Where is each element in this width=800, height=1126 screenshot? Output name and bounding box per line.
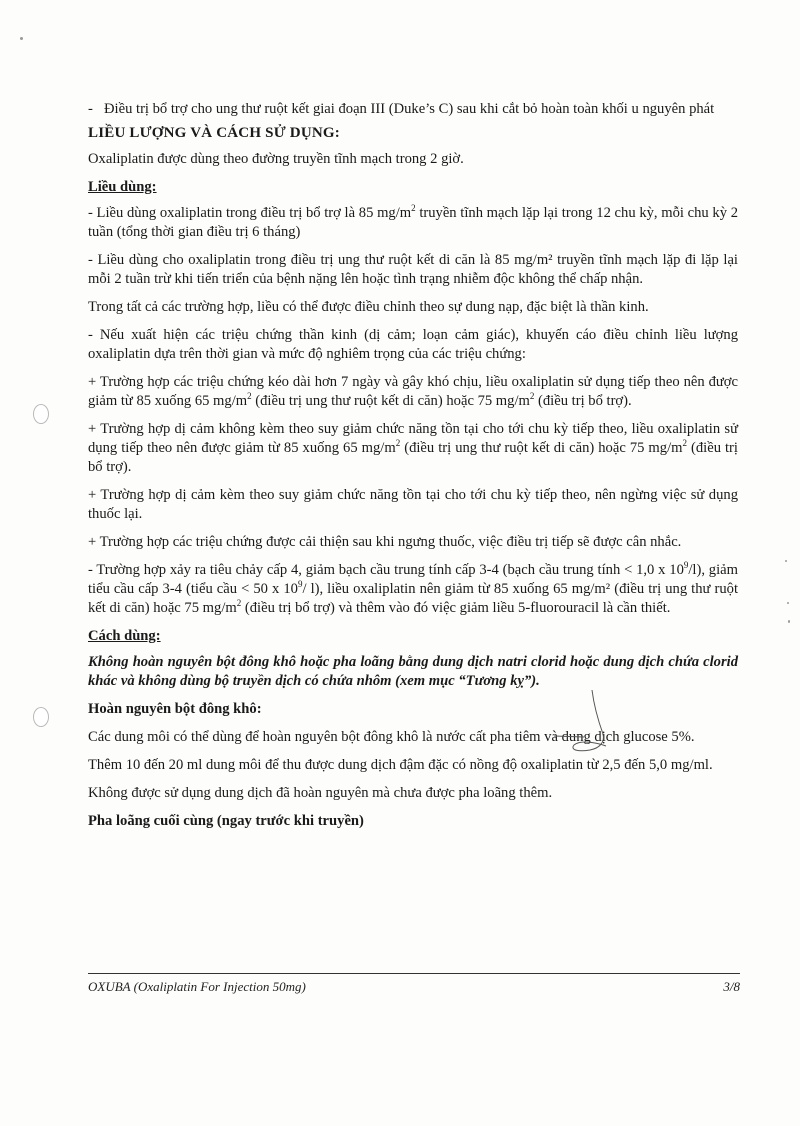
page-footer bbox=[88, 979, 740, 995]
reconstitution-paragraph-2: Thêm 10 đến 20 ml dung môi để thu được dung dịch đậm đặc có nồng độ oxaliplatin từ 2,5 đến 5,0 mg/ml. bbox=[88, 757, 713, 773]
usage-warning: Không hoàn nguyên bột đông khô hoặc pha loãng bằng dung dịch natri clorid hoặc dung dịch chứa clorid khác và không dùng bộ truyền dịch có chứa nhôm (xem mục “Tương kỵ”). bbox=[88, 654, 738, 689]
dosage-paragraph-5: + Trường hợp các triệu chứng kéo dài hơn 7 ngày và gây khó chịu, liều oxaliplatin sử dụng tiếp theo nên được giảm từ 85 xuống 65 $mg/m^2$ (điều trị ung thư ruột kết di căn) hoặc 75 $mg/m^2$ (điều trị bổ trợ). bbox=[88, 374, 738, 409]
scan-speck bbox=[20, 37, 23, 40]
reconstitution-paragraph-1: Các dung môi có thể dùng để hoàn nguyên bột đông khô là nước cất pha tiêm và dung dịch glucose 5%. bbox=[88, 729, 695, 745]
indication-bullet bbox=[88, 100, 738, 119]
dosage-paragraph-9: - Trường hợp xảy ra tiêu chảy cấp 4, giảm bạch cầu trung tính cấp 3-4 (bạch cầu trung tính < 1,0 x $10^9/l$), giảm tiểu cầu cấp 3-4 (tiểu cầu < 50 x $10^9/$ l), liều oxaliplatin nên giảm từ 85 xuống 65 mg/m² (điều trị ung thư ruột kết di căn) hoặc 75 $mg/m^2$ (điều trị bổ trợ) và thêm vào đó việc giảm liều 5-fluorouracil là cần thiết. bbox=[88, 560, 739, 616]
reconstitution-paragraph-3: Không được sử dụng dung dịch đã hoàn nguyên mà chưa được pha loãng thêm. bbox=[88, 785, 553, 801]
dosage-paragraph-4: - Nếu xuất hiện các triệu chứng thần kinh (dị cảm; loạn cảm giác), khuyến cáo điều chỉnh liều lượng oxaliplatin dựa trên thời gian và mức độ nghiêm trọng của các triệu chứng: bbox=[88, 327, 738, 362]
reconstitution-heading: Hoàn nguyên bột đông khô: bbox=[88, 701, 262, 717]
page-number: 3/8 bbox=[723, 979, 740, 994]
scan-speck bbox=[785, 560, 787, 562]
dosage-heading: Liều dùng: bbox=[88, 179, 157, 195]
footer-product-name: OXUBA (Oxaliplatin For Injection 50mg) bbox=[88, 979, 306, 994]
handwritten-pen-mark bbox=[540, 688, 620, 758]
dosage-paragraph-6: + Trường hợp dị cảm không kèm theo suy giảm chức năng tồn tại cho tới chu kỳ tiếp theo, liều oxaliplatin sử dụng tiếp theo nên được giảm từ 85 xuống 65 $mg/m^2$ (điều trị ung thư ruột kết di căn) hoặc 75 $mg/m^2$ (điều trị bổ trợ). bbox=[88, 421, 738, 475]
section-heading: LIỀU LƯỢNG VÀ CÁCH SỬ DỤNG: bbox=[88, 125, 340, 141]
punch-hole bbox=[33, 404, 49, 424]
dosage-paragraph-1: - Liều dùng oxaliplatin trong điều trị bổ trợ là 85 $mg/m^2$ truyền tĩnh mạch lặp lại trong 12 chu kỳ, mỗi chu kỳ 2 tuần (tổng thời gian điều trị 6 tháng) bbox=[88, 203, 738, 240]
footer-divider bbox=[88, 973, 740, 974]
dosage-paragraph-3: Trong tất cả các trường hợp, liều có thể được điều chỉnh theo sự dung nạp, đặc biệt là thần kinh. bbox=[88, 299, 649, 315]
dosage-paragraph-7: + Trường hợp dị cảm kèm theo suy giảm chức năng tồn tại cho tới chu kỳ tiếp theo, nên ngừng việc sử dụng thuốc lại. bbox=[88, 487, 738, 522]
document-body bbox=[88, 100, 738, 840]
bullet-text: Điều trị bổ trợ cho ung thư ruột kết giai đoạn III (Duke’s C) sau khi cắt bỏ hoàn toàn khối u nguyên phát bbox=[104, 101, 715, 117]
bullet-dash: - bbox=[88, 101, 93, 117]
scan-speck bbox=[788, 620, 790, 623]
usage-heading: Cách dùng: bbox=[88, 628, 161, 644]
punch-hole bbox=[33, 707, 49, 727]
dosage-paragraph-2: - Liều dùng cho oxaliplatin trong điều trị ung thư ruột kết di căn là 85 mg/m² truyền tĩnh mạch lặp đi lặp lại mỗi 2 tuần trừ khi tiến triển của bệnh nặng lên hoặc tình trạng nhiễm độc không thể chấp nhận. bbox=[88, 252, 738, 287]
scan-speck bbox=[787, 602, 789, 604]
intro-paragraph: Oxaliplatin được dùng theo đường truyền tĩnh mạch trong 2 giờ. bbox=[88, 151, 464, 167]
dosage-paragraph-8: + Trường hợp các triệu chứng được cải thiện sau khi ngưng thuốc, việc điều trị tiếp sẽ được cân nhắc. bbox=[88, 534, 682, 550]
final-dilution-heading: Pha loãng cuối cùng (ngay trước khi truyền) bbox=[88, 813, 364, 829]
